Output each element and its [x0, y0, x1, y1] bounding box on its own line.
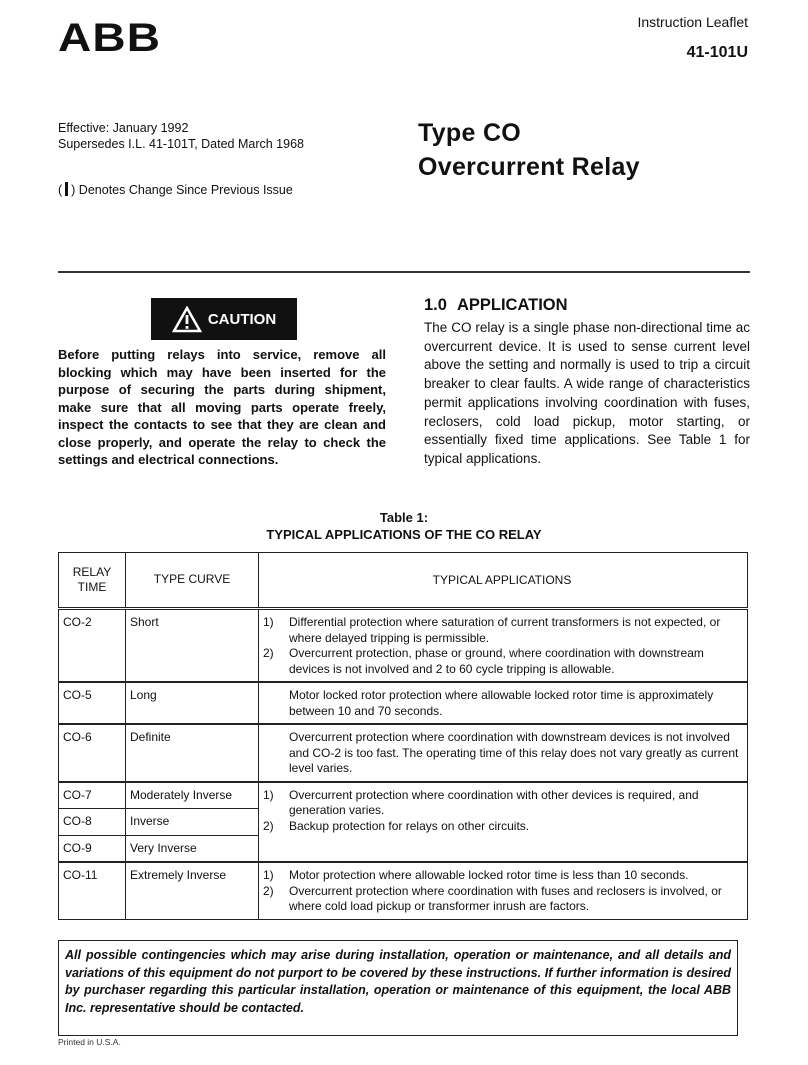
section-number: 1.0 [424, 296, 447, 314]
section-heading [424, 296, 578, 315]
table-row [59, 609, 748, 683]
disclaimer-notice: All possible contingencies which may arise during installation, operation or maintenance, and all details and variations of this equipment do not purport to be covered by these instructions. If further information is desired by purchaser regarding this particular installation, operation or maintenance of this equipment, the local ABB Inc. representative should be contacted. [58, 940, 738, 1036]
header-relay-time: RELAY TIME [59, 553, 126, 609]
item-text: Motor locked rotor protection where allowable locked rotor time is approximately between 10 and 70 seconds. [289, 688, 714, 718]
caution-banner [151, 298, 297, 340]
relay-time-cell: CO-5 [59, 682, 126, 724]
leaflet-label: Instruction Leaflet [637, 14, 748, 30]
effective-info [58, 120, 304, 152]
relay-time-cell: CO-8 [59, 809, 126, 836]
item-text: Overcurrent protection where coordination with fuses and reclosers is involved, or where cold load pickup or transformer inrush are factors. [289, 883, 722, 913]
applications-cell [259, 682, 748, 724]
table-row [59, 862, 748, 919]
application-item [263, 615, 741, 646]
item-text: Differential protection where saturation of current transformers is not expected, or where delayed tripping is permissible. [289, 615, 721, 645]
item-text: Overcurrent protection, phase or ground, where coordination with downstream devices is not involved and 2 to 60 cycle tripping is allowable. [289, 646, 704, 676]
application-item [263, 788, 741, 819]
application-item [263, 819, 741, 835]
header-typical-applications: TYPICAL APPLICATIONS [259, 553, 748, 609]
item-number: 1) [263, 868, 274, 882]
curve-cell: Very Inverse [126, 835, 259, 862]
table-row [59, 724, 748, 782]
caution-text: Before putting relays into service, remove all blocking which may have been inserted for the purpose of securing the parts during shipment, make sure that all moving parts operate freely, inspect the contacts to see that they are clean and close properly, and operate the relay to check the settings and electrical connections. [58, 347, 386, 467]
curve-cell: Moderately Inverse [126, 782, 259, 809]
title-line-1: Type CO [418, 119, 522, 147]
document-number: 41-101U [686, 44, 748, 61]
application-text: The CO relay is a single phase non-directional time ac overcurrent device. It is used to sense current level above the setting and normally is used to trip a circuit breaker to clear faults. A wide range of characteristics permit applications involving coordination with fuses, reclosers, cold load pickup, motor starting, or essentially fixed time applications. See Table 1 for typical applications. [424, 320, 750, 466]
change-legend [58, 182, 293, 197]
item-text: Overcurrent protection where coordination with other devices is required, and generation varies. [289, 787, 699, 817]
supersedes-note: Supersedes I.L. 41-101T, Dated March 1968 [58, 137, 304, 151]
item-number: 1) [263, 787, 274, 802]
caution-label: CAUTION [207, 310, 277, 328]
curve-cell: Extremely Inverse [126, 862, 259, 919]
table-caption-title: TYPICAL APPLICATIONS OF THE CO RELAY [266, 527, 542, 542]
application-item [263, 730, 741, 777]
item-number: 2) [263, 646, 274, 660]
applications-cell [259, 724, 748, 782]
effective-date: Effective: January 1992 [58, 121, 189, 135]
item-text: Motor protection where allowable locked rotor time is less than 10 seconds. [289, 868, 689, 882]
relay-time-cell: CO-6 [59, 724, 126, 782]
relay-time-cell: CO-7 [59, 782, 126, 809]
application-item [263, 688, 741, 719]
table-row [59, 782, 748, 809]
table-caption-number: Table 1: [379, 510, 429, 525]
applications-cell [259, 862, 748, 919]
change-note: ) Denotes Change Since Previous Issue [71, 183, 293, 197]
header-type-curve: TYPE CURVE [126, 553, 259, 609]
curve-cell: Inverse [126, 809, 259, 836]
application-item [263, 884, 741, 915]
title-line-2: Overcurrent Relay [418, 153, 640, 181]
change-bar-icon [65, 182, 68, 196]
relay-time-cell: CO-9 [59, 835, 126, 862]
section-title: APPLICATION [456, 296, 568, 314]
item-text: Overcurrent protection where coordination with downstream devices is not involved and CO-2 is too fast. The operating time of this relay does not vary greatly as current level varies. [289, 730, 739, 775]
item-number: 1) [263, 615, 274, 629]
header-divider [58, 271, 750, 273]
printed-in-note: Printed in U.S.A. [58, 1037, 121, 1047]
abb-logo: ABB [58, 16, 162, 60]
item-number: 2) [263, 883, 274, 898]
relay-time-cell: CO-11 [59, 862, 126, 919]
curve-cell: Short [126, 609, 259, 683]
curve-cell: Definite [126, 724, 259, 782]
applications-table [58, 552, 748, 920]
table-row [59, 682, 748, 724]
curve-cell: Long [126, 682, 259, 724]
application-item [263, 868, 741, 884]
document-title [418, 116, 640, 184]
warning-triangle-icon [172, 306, 202, 333]
application-item [263, 646, 741, 677]
item-text: Backup protection for relays on other circuits. [289, 818, 530, 833]
relay-time-cell: CO-2 [59, 609, 126, 683]
table-header-row [59, 553, 748, 609]
applications-cell [259, 609, 748, 683]
item-number: 2) [263, 818, 274, 833]
change-open-paren: ( [58, 183, 63, 197]
applications-cell [259, 782, 748, 863]
